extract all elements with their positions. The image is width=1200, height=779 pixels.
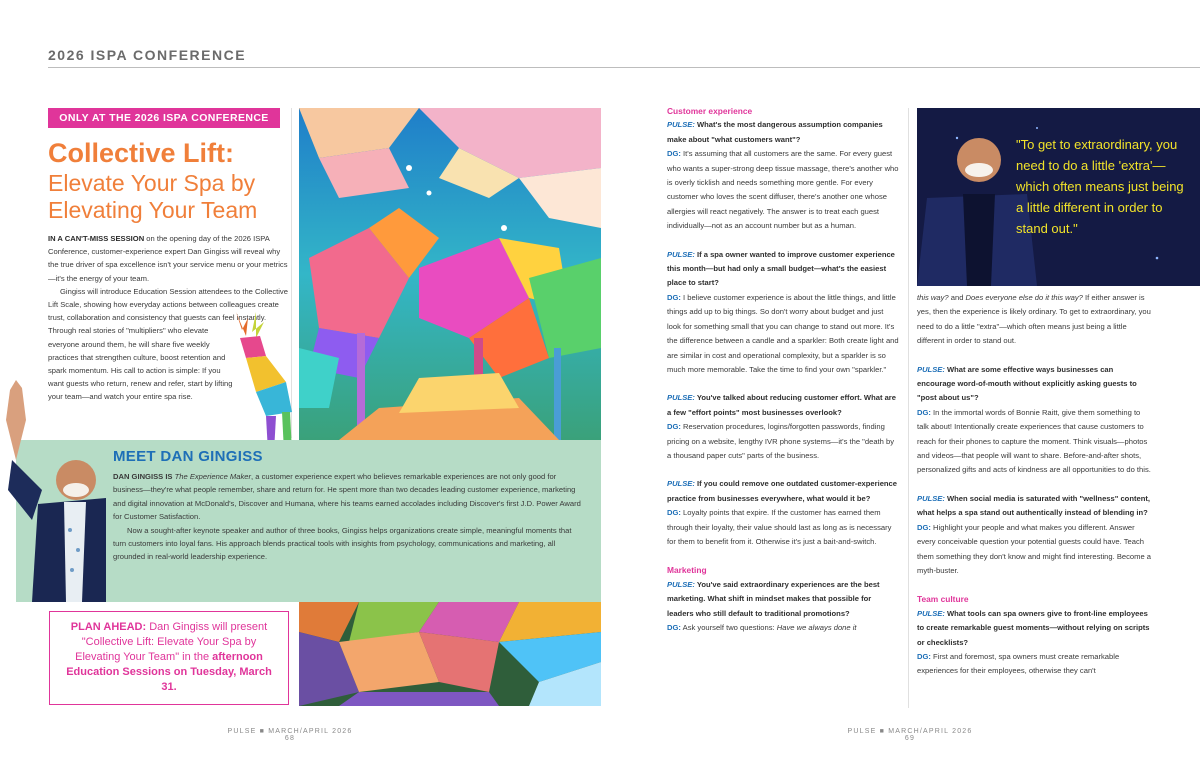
section-marketing: Marketing <box>667 565 707 576</box>
qa-column-1 <box>667 104 899 635</box>
footer-right-issue: MARCH/APRIL 2026 <box>888 728 973 735</box>
qa-column-2 <box>917 291 1153 679</box>
answer: DG: Loyalty points that expire. If the customer has earned them through their loyalty, their value should last as long as is necessary for them to benefit from it. Otherwise it's just a bait-and-switch. <box>667 508 892 546</box>
speaker-photo-waving <box>2 380 106 602</box>
intro-p2a: Gingiss will introduce Education Session attendees to the Collective Lift Scale, showing how everyday actions between colleagues create trust, collaboration and consistency that guests can feel instantly. <box>48 286 288 323</box>
answer-continued: this way? and Does everyone else do it this way? If either answer is yes, then the experience is likely ordinary. To get to extraordinary, you need to do a little "extra"—which often means just being a little different in order to stand out. <box>917 293 1151 346</box>
polygon-deer-illustration <box>226 312 296 452</box>
answer: DG: Ask yourself two questions: Have we always done it <box>667 623 857 632</box>
footer-right-pub: PULSE <box>847 728 877 735</box>
answer: DG: I believe customer experience is about the little things, and little things add up to big things. So don't worry about budget and just look for something small that you can change to stand out more. It's the difference between a candle and a sparkler: Both create light and are similar in cost and operational complexity, but a sparkler is so much more memorable. Take the time to find your own "sparkler." <box>667 292 899 374</box>
article-title-line2: Elevate Your Spa by Elevating Your Team <box>48 170 258 223</box>
footer-left: PULSE ■ MARCH/APRIL 2026 68 <box>227 728 353 742</box>
question: PULSE: You've talked about reducing customer effort. What are a few "effort points" most businesses overlook? <box>667 393 896 417</box>
page-number-left: 68 <box>284 735 296 742</box>
meet-lead: DAN GINGISS IS <box>113 472 173 481</box>
article-title-line1: Collective Lift: <box>48 138 235 168</box>
answer: DG: It's assuming that all customers are the same. For every guest who wants a super-strong deep tissue massage, there's another who is overly ticklish and needs something more gentle. For every customer who loves the scent diffuser, there's another one whose allergies will react negatively. The answer is to treat each guest individually—not as an account number but as a human. <box>667 149 899 231</box>
page-number-right: 69 <box>904 735 916 742</box>
plan-label: PLAN AHEAD: <box>70 621 147 633</box>
question: PULSE: What are some effective ways businesses can encourage word-of-mouth without explicitly asking guests to "post about us"? <box>917 364 1137 403</box>
book-title: The Experience Maker <box>174 472 252 481</box>
polygon-stream-artwork <box>299 602 601 706</box>
question: PULSE: You've said extraordinary experiences are the best marketing. What shift in mindset makes that possible for leaders who still default to traditional promotions? <box>667 579 880 618</box>
section-customer-experience: Customer experience <box>667 106 753 116</box>
question: PULSE: If a spa owner wanted to improve customer experience this month—but had only a small budget—what's the easiest place to start? <box>667 249 895 288</box>
pull-quote: "To get to extraordinary, you need to do a little 'extra'—which often means just being a little different in order to stand out." <box>1016 137 1184 236</box>
meet-p1: , a customer experience expert who believes remarkable experiences are not only good for business—they're what people remember, share and return for. He spent more than two decades leading customer experience, marketing and digital innovation at McDonald's, Discover and Humana, where his teams earned accolades including Discover's first J.D. Power Award for Customer Satisfaction. <box>113 472 581 522</box>
plan-text-a: Dan Gingiss will present "Collective Lift: Elevate Your Spa by Elevating Your Team" in the <box>75 621 268 663</box>
intro-p1: on the opening day of the 2026 ISPA Conference, customer-experience expert Dan Gingiss will reveal why the true driver of spa excellence isn't your service menu or your metrics—it's the energy of your team. <box>48 234 288 283</box>
question: PULSE: If you could remove one outdated customer-experience practice from businesses everywhere, what would it be? <box>667 479 897 503</box>
meet-title: MEET DAN GINGISS <box>113 448 263 465</box>
column-divider-right <box>908 108 909 708</box>
question: PULSE: When social media is saturated with "wellness" content, what helps a spa stand out authentically instead of blending in? <box>917 493 1150 518</box>
running-header: 2026 ISPA CONFERENCE <box>48 47 247 63</box>
answer: DG: Highlight your people and what makes you different. Answer every conceivable question your potential guests could have. Teach them something they don't know and might find interesting. Become a myth-buster. <box>917 522 1152 575</box>
section-team-culture: Team culture <box>917 594 969 605</box>
answer: DG: In the immortal words of Bonnie Raitt, give them something to talk about! Intentionally create experiences that cause customers to reach for their phones to capture the moment. Think visuals—photos and videos—that people will want to share. Before-and-after shots, personalized gifts and acts of kindness are all opportunities to do this. <box>917 407 1151 475</box>
meet-body <box>113 470 583 564</box>
conference-banner: ONLY AT THE 2026 ISPA CONFERENCE <box>48 108 280 128</box>
plan-bold: afternoon Education Sessions on Tuesday, March 31. <box>66 651 272 693</box>
meet-p2: Now a sought-after keynote speaker and author of three books, Gingiss helps organizations create simple, meaningful moments that turn customers into loyal fans. His approach blends practical tools with insights from psychology, communications and marketing, all grounded in real-world leadership experience. <box>113 525 572 562</box>
intro-p2b: Through real stories of "multipliers" who elevate everyone around them, he will share five weekly practices that strengthen culture, boost retention and spark momentum. His call to action is simple: If you want guests who return, renew and refer, start by lifting your team—and watch your entire spa rise. <box>48 326 233 402</box>
footer-right: PULSE ■ MARCH/APRIL 2026 69 <box>847 728 973 742</box>
question: PULSE: What's the most dangerous assumption companies make about "what customers want"? <box>667 120 883 144</box>
intro-lead: IN A CAN'T-MISS SESSION <box>48 234 145 243</box>
footer-left-issue: MARCH/APRIL 2026 <box>268 728 353 735</box>
plan-ahead-text <box>58 620 280 695</box>
question: PULSE: What tools can spa owners give to front-line employees to create remarkable guest moments—without relying on scripts or checklists? <box>917 608 1150 647</box>
answer: DG: First and foremost, spa owners must create remarkable experiences for their employees, otherwise they can't <box>917 651 1120 676</box>
footer-left-pub: PULSE <box>227 728 257 735</box>
header-rule <box>48 67 1200 68</box>
polygon-forest-artwork <box>299 108 601 440</box>
answer: DG: Reservation procedures, logins/forgotten passwords, finding pricing on a website, lengthy IVR phone systems—it's the "death by a thousand paper cuts" parts of the business. <box>667 422 895 460</box>
